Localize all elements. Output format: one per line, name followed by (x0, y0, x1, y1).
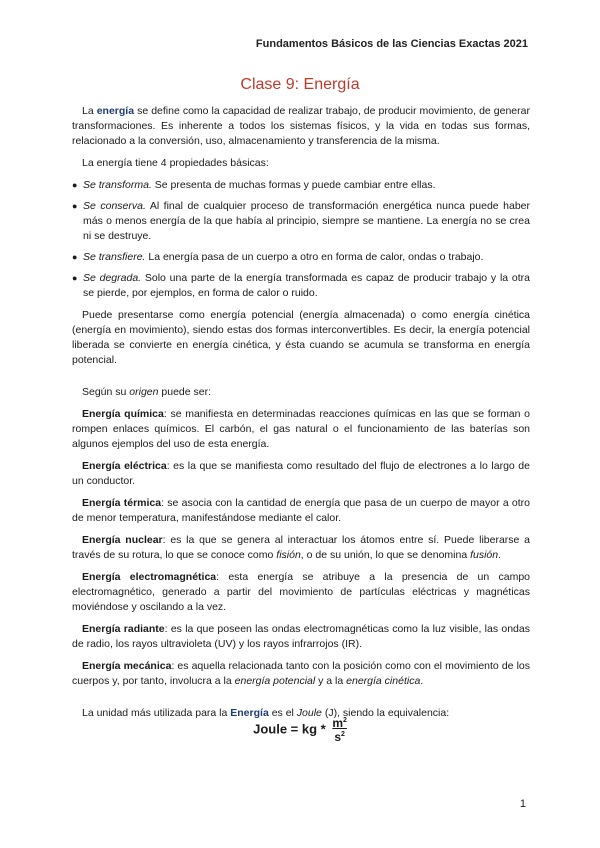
type-text: : se manifiesta en determinadas reacciones químicas en las que se forman o rompen enlaces químicos. El carbón, el gas natural o el funcionamiento de las baterías son algunos ejemplos del uso de esta energía. (72, 408, 530, 450)
type-em: fisión (276, 549, 301, 561)
origin-pre: Según su (82, 386, 130, 398)
type-text: . (498, 549, 502, 561)
property-name: Se degrada. (83, 272, 142, 284)
intro-paragraph (72, 104, 530, 149)
property-text: Al final de cualquier proceso de transformación energética nunca puede haber más o menos energía de la que había al principio, siempre se mantiene. La energía no se crea ni se destruye. (83, 200, 530, 242)
type-text: : es la que se genera al interactuar los átomos entre sí. Puede liberarse a través de su rotura, lo que se conoce como (72, 534, 531, 561)
spacer (72, 696, 530, 706)
origin-intro (72, 385, 530, 400)
type-em: fusión (470, 549, 499, 561)
formula-denominator (332, 730, 347, 744)
unit-term: Energía (230, 707, 269, 719)
bullet-icon: ● (72, 201, 78, 211)
type-text: : se asocia con la cantidad de energía que pasa de un cuerpo de mayor a otro de menor temperatura, manifestándose mediante el calor. (72, 497, 530, 524)
bullet-icon: ● (72, 180, 78, 190)
property-name: Se conserva. (83, 200, 146, 212)
formula-numerator (332, 716, 347, 730)
denominator-exp: 2 (341, 731, 345, 738)
numerator-exp: 2 (343, 717, 347, 724)
properties-list (72, 178, 530, 301)
type-name: Energía mecánica (82, 660, 172, 672)
list-item (72, 250, 530, 265)
intro-post: se define como la capacidad de realizar trabajo, de producir movimiento, de generar transformaciones. Es inherente a todos los sistemas físicos, y la vida en todas sus formas, relacionado a la conversión, uso, almacenamiento y transferencia de la misma. (72, 105, 530, 147)
list-item (72, 271, 530, 301)
type-text: : es aquella relacionada tanto con la posición como con el movimiento de los cuerpos y, por tanto, involucra a la (72, 660, 530, 687)
denominator-base: s (334, 730, 341, 744)
type-name: Energía eléctrica (82, 460, 167, 472)
type-quimica (72, 407, 530, 452)
type-nuclear (72, 533, 530, 563)
type-termica (72, 496, 530, 526)
page-title: Clase 9: Energía (240, 76, 360, 93)
spacer (72, 375, 530, 385)
bullet-icon: ● (72, 273, 78, 283)
unit-pre: La unidad más utilizada para la (82, 707, 231, 719)
type-electrica (72, 459, 530, 489)
numerator-base: m (332, 716, 343, 730)
type-name: Energía electromagnética (82, 571, 217, 583)
property-text: Solo una parte de la energía transformada es capaz de producir trabajo y la otra se pierde, por ejemplos, en forma de calor o ruido. (83, 272, 530, 299)
bullet-icon: ● (72, 252, 78, 262)
unit-post: (J), siendo la equivalencia: (321, 707, 450, 719)
type-electromagnetica (72, 570, 530, 615)
properties-intro: La energía tiene 4 propiedades básicas: (82, 157, 269, 169)
type-text: y a la (315, 675, 347, 687)
property-text: La energía pasa de un cuerpo a otro en forma de calor, ondas o trabajo. (145, 251, 484, 263)
type-name: Energía térmica (82, 497, 162, 509)
intro-term: energía (96, 105, 135, 117)
type-em: energía potencial (234, 675, 316, 687)
type-text: , o de su unión, lo que se denomina (300, 549, 471, 561)
origin-em: origen (129, 386, 159, 398)
unit-mid: es el (268, 707, 297, 719)
joule-formula (0, 716, 600, 744)
property-name: Se transforma. (83, 179, 152, 191)
intro-pre: La (82, 105, 97, 117)
type-text: . (420, 675, 424, 687)
type-text: : es la que poseen las ondas electromagnéticas como la luz visible, las ondas de radio, los rayos ultravioleta (UV) y los rayos infrarrojos (IR). (72, 623, 530, 650)
type-text: : es la que se manifiesta como resultado del flujo de electrones a lo largo de un conductor. (72, 460, 530, 487)
formula-lhs: Joule = kg * (253, 721, 330, 737)
list-item (72, 199, 530, 244)
type-radiante (72, 622, 530, 652)
type-em: energía cinética (346, 675, 421, 687)
document-header: Fundamentos Básicos de las Ciencias Exactas 2021 (255, 38, 528, 50)
type-text: : esta energía se atribuye a la presencia de un campo electromagnético, generado a partir del movimiento de partículas eléctricas y magnéticas moviéndose y oscilando a la vez. (72, 571, 530, 613)
type-name: Energía radiante (82, 623, 165, 635)
page-number: 1 (519, 798, 526, 810)
property-text: Se presenta de muchas formas y puede cambiar entre ellas. (151, 179, 436, 191)
property-name: Se transfiere. (83, 251, 146, 263)
document-body (72, 104, 530, 728)
type-name: Energía química (82, 408, 164, 420)
potential-paragraph: Puede presentarse como energía potencial (energía almacenada) o como energía cinética (energía en movimiento), siendo estas dos formas interconvertibles. Es decir, la energía potencial liberada se convierte en energía cinética, y ésta cuando se acumula se transforma en energía potencial. (72, 309, 530, 366)
list-item (72, 178, 530, 193)
type-name: Energía nuclear (82, 534, 163, 546)
unit-em: Joule (296, 707, 322, 719)
type-mecanica (72, 659, 530, 689)
formula-fraction (332, 716, 347, 744)
origin-post: puede ser: (158, 386, 212, 398)
